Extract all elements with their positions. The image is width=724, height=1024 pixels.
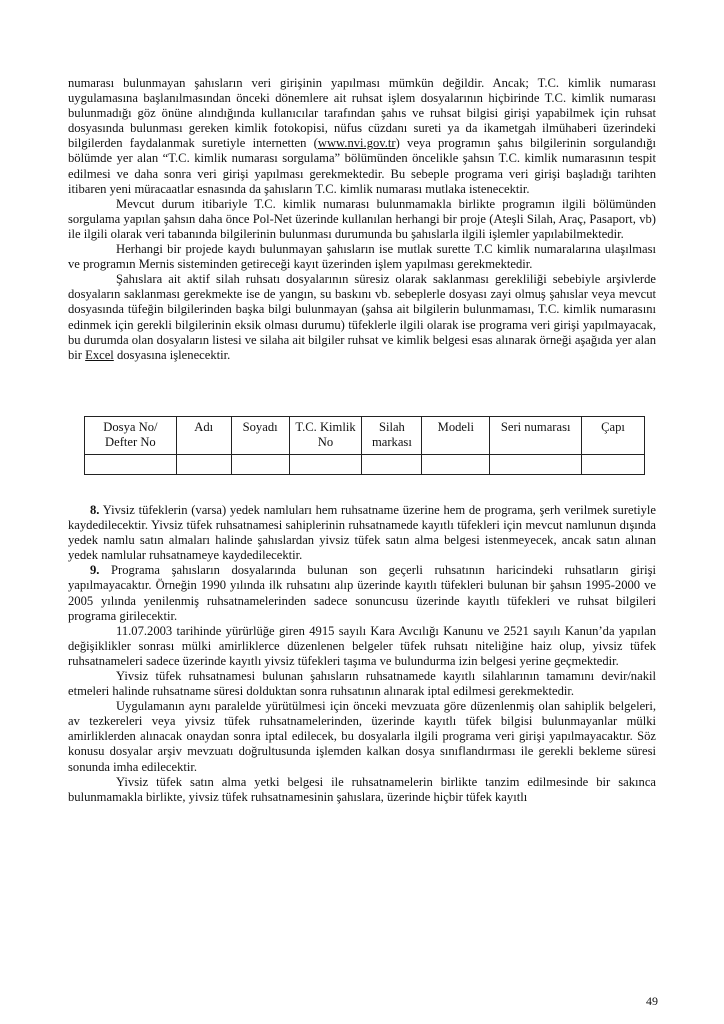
item-number: 9. xyxy=(90,563,100,578)
paragraph: Yivsiz tüfek satın alma yetki belgesi ile ruhsatnamelerin birlikte tanzim edilmesinde bir sakınca bulunmamakla birlikte, yivsiz tüfek ruhsatnamesinin şahıslara, üzerinde hiçbir tüfek kayıtlı xyxy=(68,774,656,804)
table-cell xyxy=(422,454,490,474)
table-cell xyxy=(176,454,231,474)
table-cell xyxy=(582,454,645,474)
text-run: dosyasına işlenecektir. xyxy=(113,347,231,362)
table-cell xyxy=(289,454,362,474)
paragraph xyxy=(68,272,656,363)
paragraph xyxy=(68,76,656,197)
table-cell xyxy=(85,454,177,474)
column-header: Modeli xyxy=(422,416,490,454)
column-header: Adı xyxy=(176,416,231,454)
paragraph: Herhangi bir projede kaydı bulunmayan şahısların ise mutlak surette T.C kimlik numaralarına ulaşılması ve programın Mernis sisteminden getireceği kayıt üzerinden işlem yapılması gerekmektedir. xyxy=(68,242,656,272)
paragraph: Yivsiz tüfek ruhsatnamesi bulunan şahısların ruhsatnamede kayıtlı silahlarının tamamını devir/nakil etmeleri halinde ruhsatname süresi dolduktan sonra ruhsatının alınarak iptal edilmesi gerekmektedir. xyxy=(68,669,656,699)
numbered-item xyxy=(68,563,656,623)
item-text: Yivsiz tüfeklerin (varsa) yedek namluları hem ruhsatname üzerine hem de programa, şerh verilmek suretiyle kaydedilecektir. Yivsiz tüfek ruhsatnamesi sahiplerinin ruhsatnamede kayıtlı tüfekleri için mevcut namlunun dışında yedek namlu satın almaları halinde şahıslardan yivsiz tüfek satın alma belgesi istenmeyecek, ancak satın alınan yedek namlular ruhsatnameye kaydedilecektir. xyxy=(68,502,656,563)
table-cell xyxy=(490,454,582,474)
table-cell xyxy=(362,454,422,474)
nvi-link[interactable]: www.nvi.gov.tr xyxy=(317,136,396,151)
numbered-item xyxy=(68,503,656,563)
page-body xyxy=(68,76,656,805)
text-run: numarası bulunmayan şahısların veri girişinin yapılması mümkün değildir. Ancak; T.C. kimlik numarası uygulamasına başlanılmasından önceki dönemlere ait ruhsat işlem dosyalarının hiçbirinde T.C. kimlik numarası bulunmadığı göz önüne alındığında kullanıcılar tarafından şahıs ve ruhsat bilgisi girişi yapabilmek için ruhsat dosyasında bulunması gereken kimlik fotokopisi, nüfus cüzdanı sureti ya da ikametgah ilmühaberi üzerindeki bilgilerden faydalanmak suretiyle internetten ( xyxy=(68,76,656,151)
excel-template-table xyxy=(84,416,656,475)
text-run: Şahıslara ait aktif silah ruhsatı dosyalarının süresiz olarak saklanması gerekliliği sebebiyle arşivlerde dosyaların saklanması gerekmekte ise de yangın, su baskını vb. sebeplerle dosyası zayi olmuş şahıslar veya mevcut dosyasında tüfeğin bilgilerinden başka bilgi bulunmayan (şahsa ait bilgilerin bulunmaması, T.C. kimlik numarasını edinmek için gerekli bilgilerinin eksik olması durumu) tüfeklerle ilgili olarak ise programa veri girişi yapılmayacak, bu durumda olan dosyaların listesi ve silaha ait bilgiler ruhsat ve kimlik belgesi esas alınarak örneği aşağıda yer alan bir xyxy=(68,272,656,362)
page-number: 49 xyxy=(646,994,658,1008)
record-table xyxy=(84,416,645,475)
text-run: ) veya programın şahıs bilgilerinin sorgulandığı bölümde yer alan “T.C. kimlik numarası sorgulama” bölümünden öncelikle şahsın T.C. kimlik numarasının tespit edilmesi ve daha sonra veri girişi yapılması gerekmektedir. Bu sebeple programa veri girişi başladığı tarihten itibaren yeni müracaatlar esnasında da şahısların T.C. kimlik numarası mutlaka istenecektir. xyxy=(68,136,656,196)
column-header: Çapı xyxy=(582,416,645,454)
excel-link[interactable]: Excel xyxy=(85,347,114,362)
paragraph: Mevcut durum itibariyle T.C. kimlik numarası bulunmamakla birlikte programın ilgili bölümünden sorgulama yapılan şahsın daha önce Pol-Net üzerinde kullanılan herhangi bir proje (Ateşli Silah, Araç, Pasaport, vb) ile ilgili olarak veri tabanında bilgilerinin bulunması durumunda bu şahıslarla ilgili işlemler yapılabilmektedir. xyxy=(68,196,656,241)
column-header: Soyadı xyxy=(231,416,289,454)
item-number: 8. xyxy=(90,502,100,517)
paragraph: 11.07.2003 tarihinde yürürlüğe giren 4915 sayılı Kara Avcılığı Kanunu ve 2521 sayılı Kanun’da yapılan değişiklikler sonrası mülki amirliklerce düzenlenen belgeler tüfek ruhsatı niteliğine haiz olup, yivsiz tüfek ruhsatnameleri sadece üzerinde kayıtlı yivsiz tüfekleri taşıma ve bulundurma izin belgesi yerine geçmektedir. xyxy=(68,623,656,668)
column-header: Dosya No/ Defter No xyxy=(85,416,177,454)
table-row xyxy=(85,454,645,474)
table-header-row xyxy=(85,416,645,454)
table-cell xyxy=(231,454,289,474)
column-header: T.C. Kimlik No xyxy=(289,416,362,454)
item-text: Programa şahısların dosyalarında bulunan son geçerli ruhsatının haricindeki ruhsatların girişi yapılmayacaktır. Örneğin 1990 yılında ilk ruhsatını alıp üzerinde kayıtlı tüfekleri bulunan bir şahsın 1995-2000 ve 2005 yılında yenilenmiş ruhsatnamelerinden sadece sonuncusu üzerinde kayıtlı tüfekleri ve ruhsat bilgileri programa girilecektir. xyxy=(68,563,656,623)
column-header: Silah markası xyxy=(362,416,422,454)
paragraph: Uygulamanın aynı paralelde yürütülmesi için önceki mevzuata göre düzenlenmiş olan sahiplik belgeleri, av tezkereleri veya yivsiz tüfek ruhsatnamelerinden, üzerinde kayıtlı tüfek bilgisi bulunmayanlar mülki amirliklerden alınacak onaydan sonra iptal edilecek, bu dosyalarla ilgili programa veri girişi yapılmayacaktır. Söz konusu dosyalar arşiv mevzuatı doğrultusunda işlemden kalkan dosya sınıflandırması ile gerekli bekleme süresi sonunda imha edilecektir. xyxy=(68,699,656,774)
column-header: Seri numarası xyxy=(490,416,582,454)
